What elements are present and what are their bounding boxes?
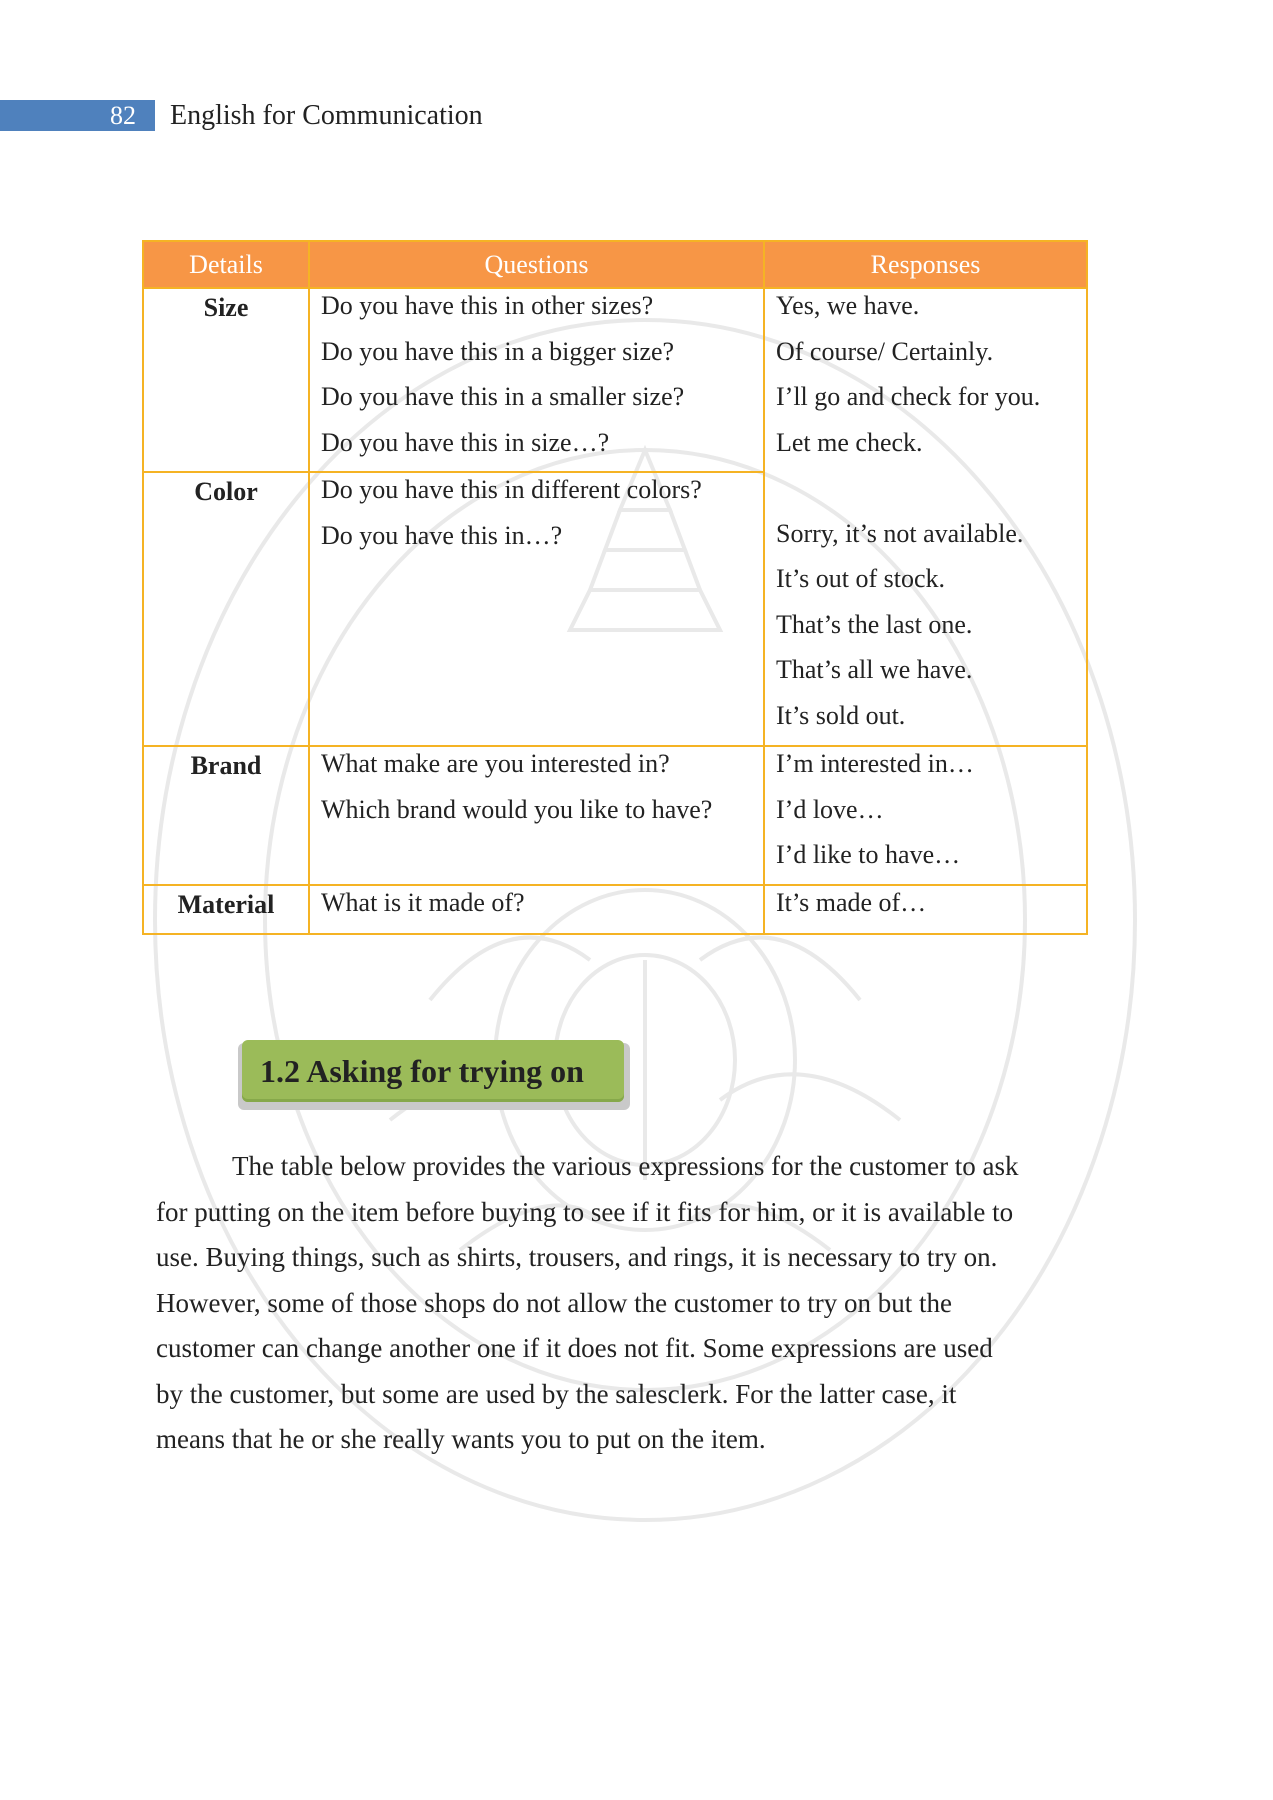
response-line: Sorry, it’s not available. xyxy=(776,518,1024,548)
response-line: I’d like to have… xyxy=(776,840,961,869)
page-number: 82 xyxy=(110,101,136,130)
response-line: I’m interested in… xyxy=(776,749,974,778)
question-line: Which brand would you like to have? xyxy=(321,794,713,824)
question-line: Do you have this in a bigger size? xyxy=(321,336,675,366)
table-row-brand xyxy=(143,746,1087,885)
response-line: That’s all we have. xyxy=(776,655,973,684)
response-line: Yes, we have. xyxy=(776,291,920,320)
detail-label: Brand xyxy=(190,751,262,780)
response-line: I’ll go and check for you. xyxy=(776,382,1041,411)
question-line: Do you have this in…? xyxy=(321,520,563,550)
response-spacer xyxy=(765,471,1086,517)
responses-material xyxy=(764,885,1087,935)
paragraph-line: However, some of those shops do not allow the customer to try on but the xyxy=(156,1287,953,1318)
shopping-expressions-table xyxy=(142,240,1088,935)
paragraph-line: use. Buying things, such as shirts, trousers, and rings, it is necessary to try on. xyxy=(156,1242,998,1272)
paragraph-line: for putting on the item before buying to see if it fits for him, or it is available to xyxy=(156,1196,1014,1227)
body-paragraph xyxy=(156,1144,1056,1463)
detail-label: Color xyxy=(194,477,258,506)
paragraph-line: by the customer, but some are used by the salesclerk. For the latter case, it xyxy=(156,1378,957,1409)
detail-color xyxy=(143,472,309,746)
column-header-details: Details xyxy=(143,241,309,288)
paragraph-line: The table below provides the various expressions for the customer to ask xyxy=(232,1151,1019,1181)
question-line: What is it made of? xyxy=(321,887,525,917)
responses-size-color xyxy=(764,288,1087,746)
question-line: Do you have this in a smaller size? xyxy=(321,382,685,411)
response-line: It’s out of stock. xyxy=(776,564,945,593)
table-row-material xyxy=(143,885,1087,935)
responses-brand xyxy=(764,746,1087,885)
response-line: It’s made of… xyxy=(776,887,927,917)
detail-size xyxy=(143,288,309,472)
detail-label: Size xyxy=(203,293,249,322)
column-header-questions: Questions xyxy=(309,241,764,288)
response-line: It’s sold out. xyxy=(776,700,906,730)
column-header-responses: Responses xyxy=(764,241,1087,288)
detail-brand xyxy=(143,746,309,885)
detail-material xyxy=(143,885,309,935)
response-line: I’d love… xyxy=(776,794,884,824)
question-line: Do you have this in different colors? xyxy=(321,475,702,504)
questions-size xyxy=(309,288,764,472)
questions-color xyxy=(309,472,764,746)
questions-material xyxy=(309,885,764,935)
questions-brand xyxy=(309,746,764,885)
response-line: Of course/ Certainly. xyxy=(776,336,994,366)
section-heading: 1.2 Asking for trying on xyxy=(242,1040,624,1102)
question-line: Do you have this in other sizes? xyxy=(321,291,654,320)
question-line: Do you have this in size…? xyxy=(321,427,610,457)
running-header-title: English for Communication xyxy=(170,100,483,131)
table-row-size xyxy=(143,288,1087,472)
response-line: Let me check. xyxy=(776,427,923,457)
paragraph-line: means that he or she really wants you to put on the item. xyxy=(156,1424,766,1454)
response-line: That’s the last one. xyxy=(776,609,973,639)
detail-label: Material xyxy=(177,889,275,919)
paragraph-line: customer can change another one if it does not fit. Some expressions are used xyxy=(156,1333,993,1363)
table-header-row xyxy=(143,241,1087,288)
question-line: What make are you interested in? xyxy=(321,749,670,778)
